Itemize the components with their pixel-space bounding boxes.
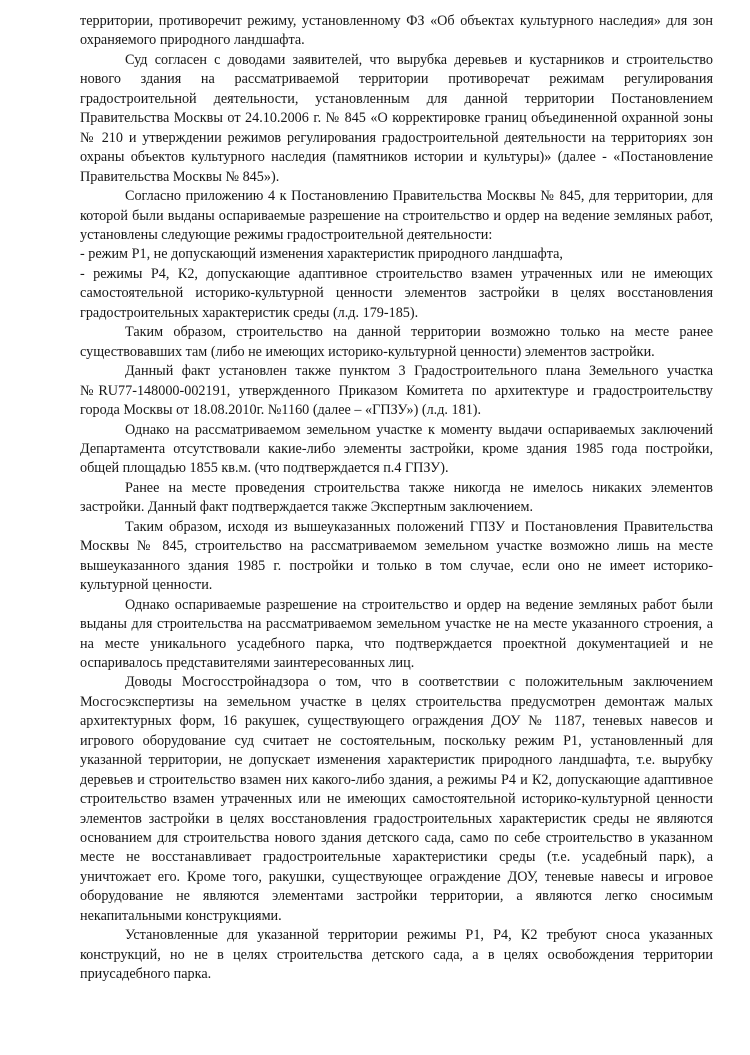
paragraph-no-elements: Ранее на месте проведения строительства также никогда не имелось никаких элементов застройки. Данный факт подтверждается также Экспертным заключением. [80, 479, 713, 516]
paragraph-gpzu: Данный факт установлен также пунктом 3 Градостроительного плана Земельного участка №RU77-148000-002191, утвержденного Приказом Комитета по архитектуре и градостроительству города Москвы от 18.08.2010г. №1160 (далее – «ГПЗУ») (л.д. 181). [80, 363, 713, 419]
paragraph-mosgosstroynadzor: Доводы Мосгосстройнадзора о том, что в соответствии с положительным заключением Мосгосэкспертизы на земельном участке в целях строительства предусмотрен демонтаж малых архитектурных форм, 16 ракушек, существующего ограждения ДОУ № 1187, теневых навесов и игрового оборудование суд считает не состоятельным, поскольку режим Р1, установленный для указанной территории, не допускает изменения характеристик природного ландшафта, т.е. вырубку деревьев и строительство взамен них какого-либо здания, а режимы Р4 и К2, допускающие адаптивное строительство взамен утраченных или не имеющих самостоятельной историко-культурной ценности элементов застройки в целях восстановления градостроительных характеристик среды не являются основанием для строительства нового здания детского сада, само по себе строительство в указанном месте не восстанавливает градостроительные характеристики среды (т.е. усадебный парк), а уничтожает его. Кроме того, ракушки, существующее ограждение ДОУ, теневые навесы и игровое оборудование не являются элементами застройки территории, а являются легко сносимым некапитальными конструкциями. [80, 674, 713, 924]
list-item-regimes-r4-k2: - режимы Р4, К2, допускающие адаптивное строительство взамен утраченных или не имеющих самостоятельной историко-культурной ценности элементов застройки в целях восстановления градостроительных характеристик среды (л.д. 179-185). [80, 265, 713, 321]
list-item-regime-r1: - режим Р1, не допускающий изменения характеристик природного ландшафта, [80, 246, 563, 263]
paragraph-continuation: территории, противоречит режиму, установленному ФЗ «Об объектах культурного наследия» для зон охраняемого природного ландшафта. [80, 13, 713, 49]
paragraph-building-1985: Однако на рассматриваемом земельном участке к моменту выдачи оспариваемых заключений Департамента отсутствовали какие-либо элементы застройки, кроме здания 1985 года постройки, общей площадью 1855 кв.м. (что подтверждается п.4 ГПЗУ). [80, 421, 713, 477]
paragraph-court-agrees: Суд согласен с доводами заявителей, что вырубка деревьев и кустарников и строительство нового здания на рассматриваемой территории противоречат режимам регулирования градостроительной деятельности, установленным для данной территории Постановлением Правительства Москвы от 24.10.2006 г. № 845 «О корректировке границ объединенной охранной зоны № 210 и утверждении режимов регулирования градостроительной деятельности на территориях зон охраны объектов культурного наследия (памятников истории и культуры)» (далее - «Постановление Правительства Москвы № 845»). [80, 51, 713, 185]
paragraph-construction-possible: Таким образом, строительство на данной территории возможно только на месте ранее существовавших там (либо не имеющих историко-культурной ценности) элементов застройки. [80, 324, 713, 360]
paragraph-conclusion: Таким образом, исходя из вышеуказанных положений ГПЗУ и Постановления Правительства Москвы № 845, строительство на рассматриваемом земельном участке возможно лишь на месте вышеуказанного здания 1985 г. постройки и только в том случае, если оно не имеет историко-культурной ценности. [80, 518, 713, 594]
paragraph-regimes-require: Установленные для указанной территории режимы Р1, Р4, К2 требуют сноса указанных конструкций, но не в целях строительства детского сада, а в целях освобождения территории приусадебного парка. [80, 927, 713, 983]
paragraph-permits-issued: Однако оспариваемые разрешение на строительство и ордер на ведение земляных работ были выданы для строительства на рассматриваемом земельном участке не на месте указанного строения, а на месте уникального усадебного парка, что подтверждается проектной документацией и не оспаривалось представителями заинтересованных лиц. [80, 596, 713, 671]
paragraph-appendix-4: Согласно приложению 4 к Постановлению Правительства Москвы № 845, для территории, для которой были выданы оспариваемые разрешение на строительство и ордер на ведение земляных работ, установлены следующие режимы градостроительной деятельности: [80, 188, 713, 243]
